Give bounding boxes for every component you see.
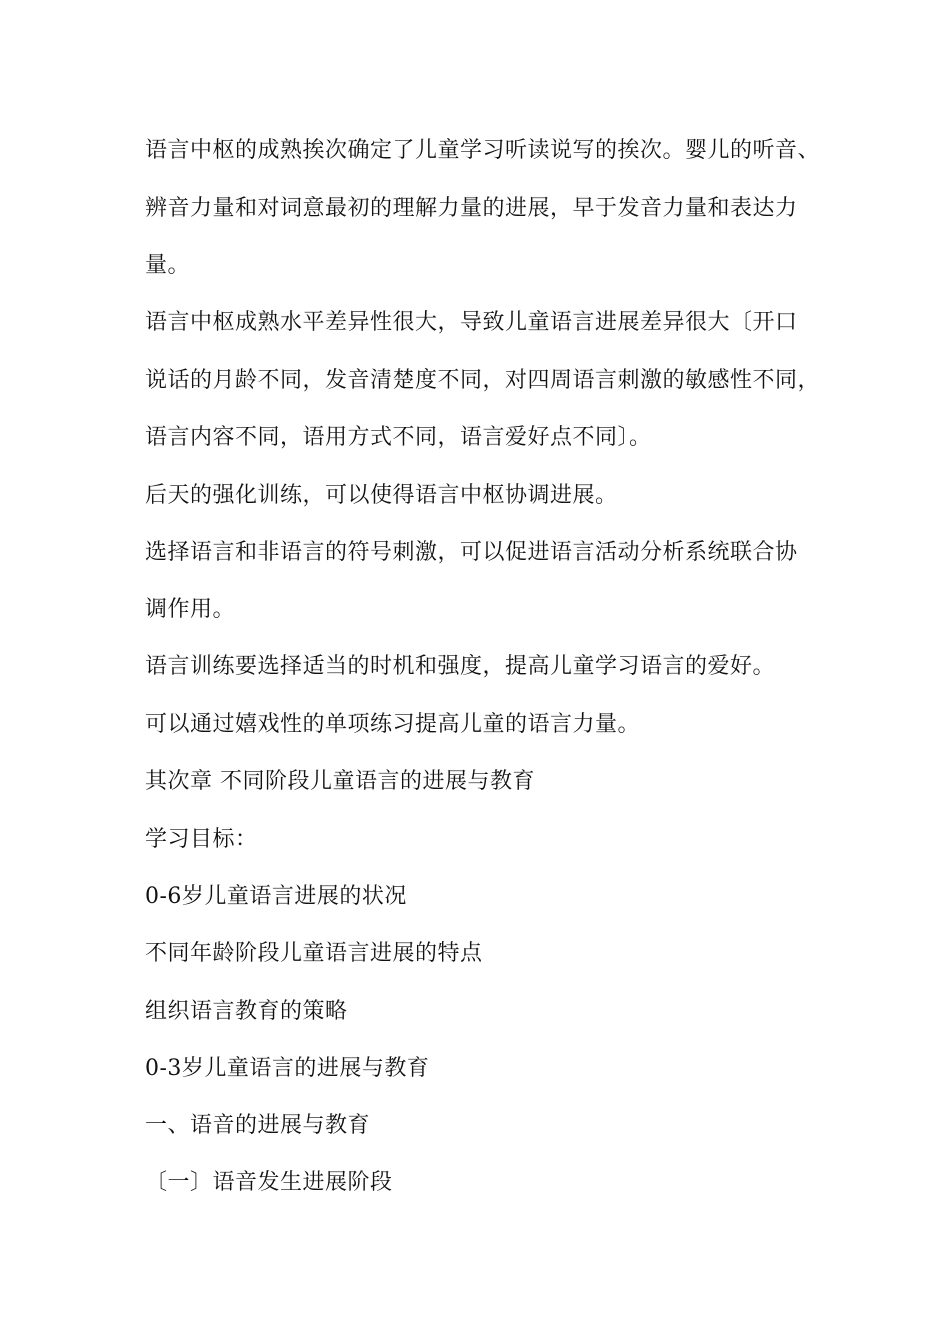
section-heading: 0-3岁儿童语言的进展与教育 <box>145 1056 430 1081</box>
subsection-heading: 一、语音的进展与教育 <box>145 1113 371 1138</box>
paragraph-line: 可以通过嬉戏性的单项练习提高儿童的语言力量。 <box>145 712 641 737</box>
paragraph-line: 量。 <box>145 253 191 278</box>
paragraph-line: 语言训练要选择适当的时机和强度，提高儿童学习语言的爱好。 <box>145 654 776 679</box>
list-item: 组织语言教育的策略 <box>145 999 348 1024</box>
paragraph-line: 说话的月龄不同，发音清楚度不同，对四周语言刺激的敏感性不同， <box>145 368 821 393</box>
subsection-heading: 〔一〕语音发生进展阶段 <box>145 1170 393 1195</box>
paragraph-line: 调作用。 <box>145 597 236 622</box>
paragraph-line: 辨音力量和对词意最初的理解力量的进展，早于发音力量和表达力 <box>145 196 798 221</box>
list-item: 不同年龄阶段儿童语言进展的特点 <box>145 941 483 966</box>
paragraph-line: 选择语言和非语言的符号刺激，可以促进语言活动分析系统联合协 <box>145 540 798 565</box>
paragraph-line: 语言中枢成熟水平差异性很大，导致儿童语言进展差异很大〔开口 <box>145 310 798 335</box>
chapter-heading: 其次章 不同阶段儿童语言的进展与教育 <box>145 769 535 794</box>
section-label: 学习目标： <box>145 827 258 852</box>
paragraph-line: 语言内容不同，语用方式不同，语言爱好点不同〕。 <box>145 425 652 450</box>
paragraph-line: 后天的强化训练，可以使得语言中枢协调进展。 <box>145 483 618 508</box>
paragraph-line: 语言中枢的成熟挨次确定了儿童学习听读说写的挨次。婴儿的听音、 <box>145 138 821 163</box>
list-item: 0-6岁儿童语言进展的状况 <box>145 884 407 909</box>
